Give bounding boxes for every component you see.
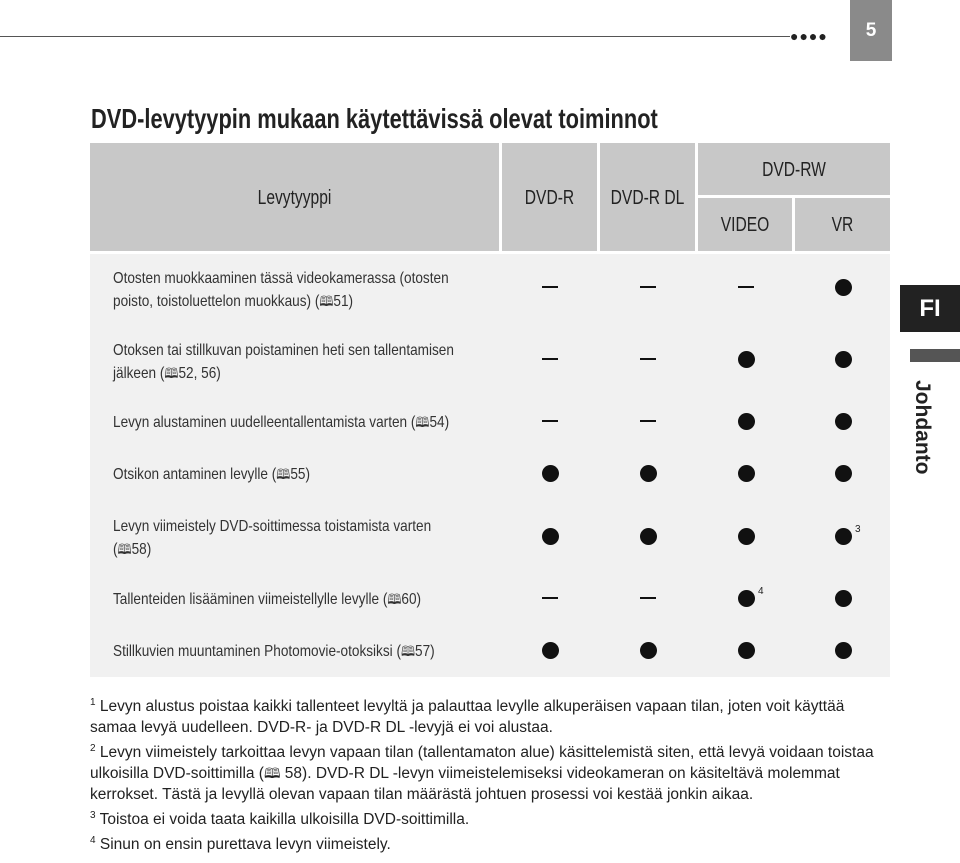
- table-row: [113, 268, 553, 313]
- book-icon: 🕮: [319, 293, 334, 309]
- section-label: [910, 380, 936, 490]
- not-supported-dash: [738, 286, 754, 288]
- not-supported-dash: [542, 358, 558, 360]
- header-type: Levytyyppi: [257, 187, 332, 209]
- header-dvdr: DVD-R: [524, 187, 575, 209]
- supported-dot: [640, 465, 657, 482]
- features-table: [90, 143, 890, 677]
- section-label-text: Johdanto: [911, 380, 934, 475]
- supported-dot: [835, 465, 852, 482]
- not-supported-dash: [640, 597, 656, 599]
- supported-dot: [835, 413, 852, 430]
- top-rule: [0, 36, 790, 37]
- row-text: Tallenteiden lisääminen viimeistellylle levylle (: [113, 591, 388, 608]
- not-supported-dash: [640, 286, 656, 288]
- not-supported-dash: [542, 420, 558, 422]
- table-row: [113, 516, 553, 561]
- header-vr-cell: [795, 198, 890, 251]
- not-supported-dash: [640, 420, 656, 422]
- row-ref: 54): [429, 414, 450, 431]
- page-dots: ●●●●: [790, 28, 828, 44]
- supported-dot: [835, 279, 852, 296]
- row-ref: 51): [333, 293, 354, 310]
- header-dvdrdl: DVD-R DL: [610, 187, 685, 209]
- supported-dot: [542, 528, 559, 545]
- supported-dot: [738, 351, 755, 368]
- footnote-text: Sinun on ensin purettava levyn viimeistely.: [99, 836, 391, 854]
- supported-dot: [640, 528, 657, 545]
- table-row: [113, 588, 553, 611]
- supported-dot: [738, 642, 755, 659]
- header-type-cell: [90, 143, 499, 251]
- supported-dot: [738, 528, 755, 545]
- footnote-text: Levyn viimeistely tarkoittaa levyn vapaan tilan (tallentamaton alue) käsittelemistä siten, että levyä voidaan toistaa ulkoisilla DVD-soittimilla (: [90, 744, 874, 783]
- footnotes: [90, 692, 890, 856]
- header-dvdrw-cell: [698, 143, 890, 195]
- row-text: (: [113, 541, 118, 558]
- not-supported-dash: [542, 286, 558, 288]
- book-icon: 🕮: [387, 591, 402, 607]
- book-icon: 🕮: [415, 414, 430, 430]
- table-body: [90, 254, 890, 677]
- row-ref: 55): [290, 466, 310, 483]
- footnote-number: 2: [90, 743, 96, 755]
- header-dvdrw: DVD-RW: [762, 159, 826, 181]
- supported-dot: [835, 351, 852, 368]
- not-supported-dash: [542, 597, 558, 599]
- row-text: jälkeen (: [113, 365, 165, 382]
- row-text: Otsikon antaminen levylle (: [113, 466, 277, 483]
- book-icon: 🕮: [263, 765, 281, 782]
- row-ref: 52, 56): [178, 365, 221, 382]
- header-video-cell: [698, 198, 792, 251]
- footnote-3: [90, 805, 890, 830]
- supported-dot: [542, 465, 559, 482]
- footnote-ref: 4: [758, 586, 764, 597]
- header-vr: VR: [831, 214, 854, 236]
- footnote-text: 58). DVD-R DL -levyn viimeistelemiseksi videokameran on käsiteltävä molemmat kerrokset. Tästä ja levyllä olevan vapaan tilan määrästä johtuen prosessi voi kestää jonkin aikaa.: [90, 765, 840, 804]
- row-text: Otoksen tai stillkuvan poistaminen heti sen tallentamisen: [113, 342, 454, 359]
- table-row: [113, 463, 553, 486]
- language-tab: FI: [900, 285, 960, 332]
- book-icon: 🕮: [400, 643, 416, 659]
- row-ref: 58): [131, 541, 152, 558]
- footnote-text: Toistoa ei voida taata kaikilla ulkoisilla DVD-soittimilla.: [99, 811, 470, 829]
- page-title: DVD-levytyypin mukaan käytettävissä olevat toiminnot: [91, 103, 658, 134]
- supported-dot: [542, 642, 559, 659]
- book-icon: 🕮: [117, 541, 132, 557]
- footnote-number: 3: [90, 810, 96, 822]
- supported-dot: [835, 528, 852, 545]
- book-icon: 🕮: [164, 365, 179, 381]
- footnote-2: [90, 738, 890, 805]
- page-number-tab: 5: [850, 0, 892, 61]
- table-row: [113, 411, 553, 434]
- footnote-text: Levyn alustus poistaa kaikki tallenteet levyltä ja palauttaa levylle alkuperäisen vapaan tilan, joten voit käyttää samaa levyä uudelleen. DVD-R- ja DVD-R DL -levyjä ei voi alustaa.: [90, 698, 845, 737]
- supported-dot: [835, 642, 852, 659]
- header-dvdr-cell: [502, 143, 597, 251]
- row-text: Levyn alustaminen uudelleentallentamista varten (: [113, 414, 416, 431]
- language-bar: [910, 349, 960, 362]
- table-row: [113, 340, 553, 385]
- row-text: Stillkuvien muuntaminen Photomovie-otoksiksi (: [113, 643, 401, 660]
- supported-dot: [738, 413, 755, 430]
- supported-dot: [738, 590, 755, 607]
- footnote-number: 1: [90, 697, 96, 708]
- row-text: Levyn viimeistely DVD-soittimessa toistamista varten: [113, 518, 432, 535]
- footnote-4: [90, 830, 890, 855]
- not-supported-dash: [640, 358, 656, 360]
- footnote-number: 4: [90, 835, 96, 847]
- header-video: VIDEO: [720, 214, 770, 236]
- row-text: Otosten muokkaaminen tässä videokamerassa (otosten: [113, 270, 449, 287]
- supported-dot: [835, 590, 852, 607]
- supported-dot: [738, 465, 755, 482]
- supported-dot: [640, 642, 657, 659]
- table-row: [113, 640, 553, 663]
- row-ref: 57): [415, 643, 435, 660]
- footnote-1: [90, 692, 890, 738]
- row-ref: 60): [401, 591, 422, 608]
- book-icon: 🕮: [276, 466, 291, 482]
- row-text: poisto, toistoluettelon muokkaus) (: [113, 293, 320, 310]
- header-dvdrdl-cell: [600, 143, 695, 251]
- footnote-ref: 3: [855, 524, 861, 535]
